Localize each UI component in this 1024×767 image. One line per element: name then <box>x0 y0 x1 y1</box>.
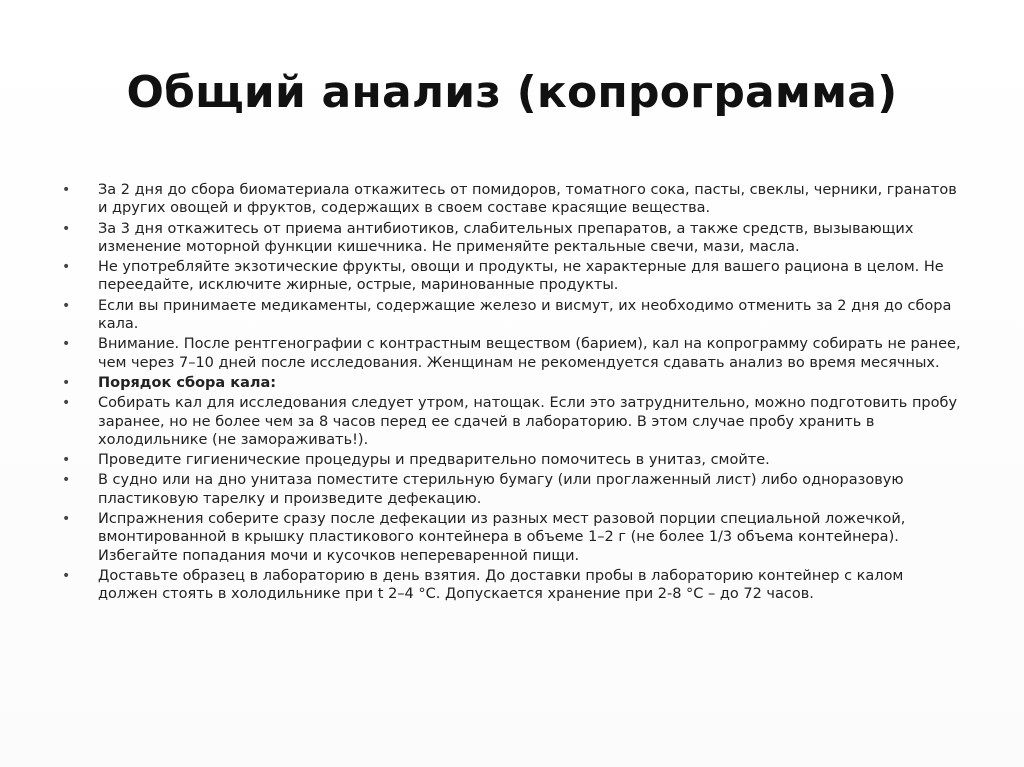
bullet-text: Испражнения соберите сразу после дефекации из разных мест разовой порции специальной ложечкой, вмонтированной в крышку пластикового контейнера в объеме 1–2 г (не более 1/3 объема контейнера). Избегайте попадания мочи и кусочков непереваренной пищи. <box>98 511 906 564</box>
bullet-item <box>62 220 964 257</box>
bullet-dot-icon: • <box>62 259 71 276</box>
bullet-item <box>62 471 964 508</box>
bullet-dot-icon: • <box>62 567 71 584</box>
bullet-dot-icon: • <box>62 395 71 412</box>
bullet-item <box>62 510 964 565</box>
bullet-dot-icon: • <box>62 297 71 314</box>
bullet-text: За 2 дня до сбора биоматериала откажитесь от помидоров, томатного сока, пасты, свеклы, черники, гранатов и других овощей и фруктов, содержащих в своем составе красящие вещества. <box>98 182 957 217</box>
bullet-text: В судно или на дно унитаза поместите стерильную бумагу (или проглаженный лист) либо одноразовую пластиковую тарелку и произведите дефекацию. <box>98 472 904 507</box>
bullet-item <box>62 258 964 295</box>
bullet-dot-icon: • <box>62 374 71 391</box>
bullet-text: Проведите гигиенические процедуры и предварительно помочитесь в унитаз, смойте. <box>98 452 770 469</box>
bullet-text: Доставьте образец в лабораторию в день взятия. До доставки пробы в лабораторию контейнер с калом должен стоять в холодильнике при t 2–4 °С. Допускается хранение при 2-8 °С – до 72 часов. <box>98 567 904 603</box>
bullet-text: Внимание. После рентгенографии с контрастным веществом (барием), кал на копрограмму собирать не ранее, чем через 7–10 дней после исследования. Женщинам не рекомендуется сдавать анализ во время месячных. <box>98 336 961 371</box>
bullet-item-section-heading <box>62 374 964 392</box>
bullet-item <box>62 567 964 604</box>
bullet-item <box>62 394 964 449</box>
bullet-text: Собирать кал для исследования следует утром, натощак. Если это затруднительно, можно подготовить пробу заранее, но не более чем за 8 часов перед ее сдачей в лабораторию. В этом случае пробу хранить в холодильнике (не замораживать!). <box>98 395 958 448</box>
bullet-dot-icon: • <box>62 511 71 528</box>
slide-title: Общий анализ (копрограмма) <box>126 67 898 118</box>
bullet-dot-icon: • <box>62 452 71 469</box>
bullet-list <box>62 181 964 606</box>
section-heading: Порядок сбора кала: <box>98 374 277 391</box>
bullet-text: За 3 дня откажитесь от приема антибиотиков, слабительных препаратов, а также средств, вызывающих изменение моторной функции кишечника. Не применяйте ректальные свечи, мази, масла. <box>98 220 914 255</box>
bullet-item <box>62 335 964 372</box>
bullet-item <box>62 181 964 218</box>
bullet-item <box>62 297 964 334</box>
bullet-dot-icon: • <box>62 336 71 353</box>
bullet-dot-icon: • <box>62 220 71 237</box>
bullet-text: Если вы принимаете медикаменты, содержащие железо и висмут, их необходимо отменить за 2 дня до сбора кала. <box>98 297 952 333</box>
bullet-dot-icon: • <box>62 472 71 489</box>
bullet-text: Не употребляйте экзотические фрукты, овощи и продукты, не характерные для вашего рациона в целом. Не переедайте, исключите жирные, острые, маринованные продукты. <box>98 259 944 294</box>
bullet-dot-icon: • <box>62 182 71 198</box>
bullet-item <box>62 451 964 469</box>
